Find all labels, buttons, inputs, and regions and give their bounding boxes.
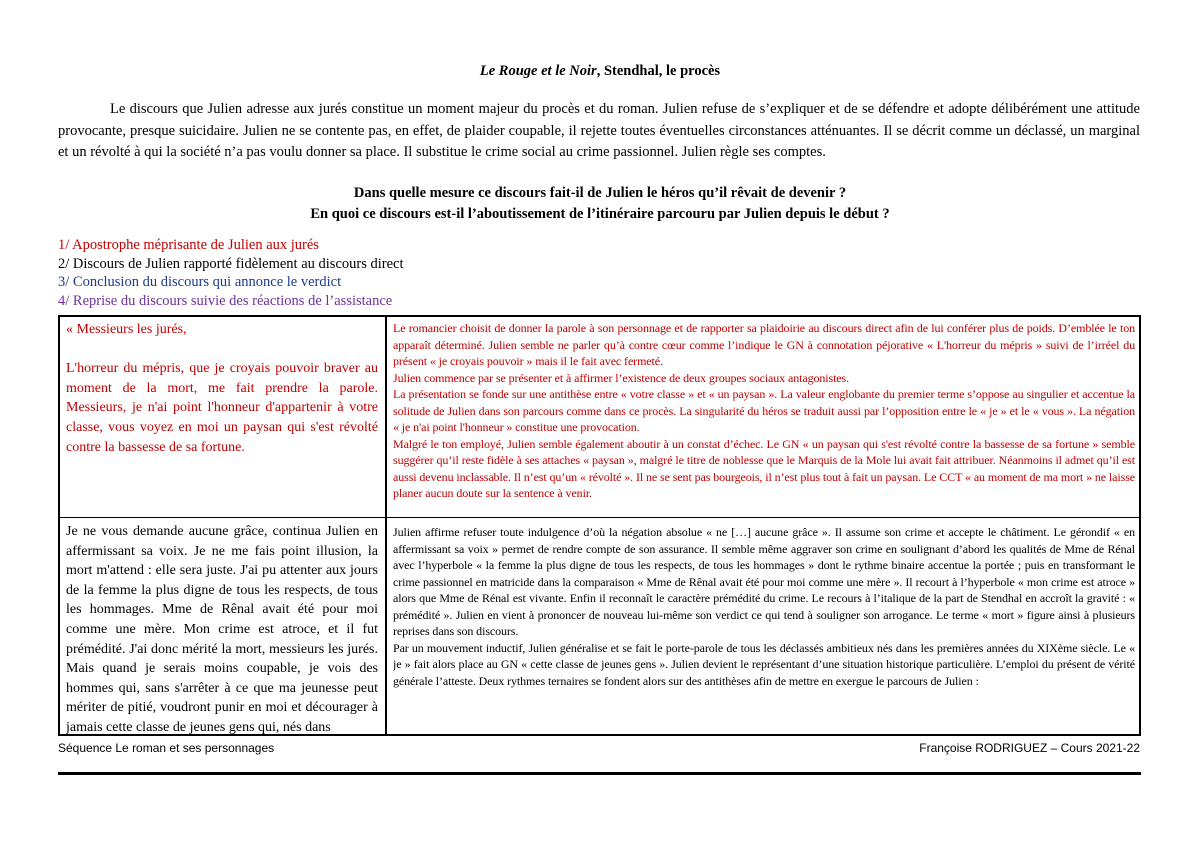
footer-sequence: Séquence Le roman et ses personnages bbox=[58, 741, 275, 755]
excerpt-greeting: « Messieurs les jurés, bbox=[66, 322, 187, 337]
excerpt-paragraph: L'horreur du mépris, que je croyais pouvoir braver au moment de la mort, me fait prendre la parole. Messieurs, je n'ai point l'honneur d'appartenir à votre classe, vous voyez en moi un paysan qui s'est révolté contre la bassesse de sa fortune. bbox=[66, 361, 378, 455]
footer-author: Françoise RODRIGUEZ – Cours 2021-22 bbox=[919, 741, 1140, 755]
plan-item-4: 4/ Reprise du discours suivie des réactions de l’assistance bbox=[58, 293, 393, 309]
blank-line bbox=[66, 340, 378, 360]
excerpt-paragraph: Je ne vous demande aucune grâce, continua Julien en affermissant sa voix. Je ne me fais point illusion, la mort m'attend : elle sera juste. J'ai pu attenter aux jours de la femme la plus digne de tous les respects, de tous les hommages. Mme de Rênal avait été pour moi comme une mère. Mon crime est atroce, et il fut prémédité. J'ai donc mérité la mort, messieurs les jurés. Mais quand je serais moins coupable, je vois des hommes qui, sans s'arrêter à ce que ma jeunesse peut mériter de pitié, voudront punir en moi et décourager à jamais cette classe de jeunes gens qui, nés dans bbox=[66, 524, 378, 735]
commentary-paragraph: Par un mouvement inductif, Julien généralise et se fait le porte-parole de tous les déclassés ambitieux nés dans les premières années du XIXème siècle. Le « je » fait alors place au GN « cette classe de jeunes gens ». Julien devient le représentant d’une situation historique particulière. L’emploi du présent de vérité générale l’atteste. Deux rythmes ternaires se fondent alors sur des antithèses afin de mettre en exergue le parcours de Julien : bbox=[393, 640, 1135, 688]
commentary-paragraph: La présentation se fonde sur une antithèse entre « votre classe » et « un paysan ». La valeur englobante du premier terme s’oppose au singulier et accentue la solitude de Julien dans son parcours comme dans ce procès. La singularité du héros se traduit aussi par l’opposition entre le « je » et le « vous ». La négation « je n'ai point l'honneur » constitue une provocation. bbox=[393, 387, 1135, 434]
text-excerpt-cell-2 bbox=[66, 522, 378, 736]
footer-rule bbox=[58, 772, 1141, 775]
work-title: Le Rouge et le Noir bbox=[479, 63, 597, 79]
commentary-cell-2 bbox=[393, 524, 1135, 736]
commentary-paragraph: Julien commence par se présenter et à affirmer l’existence de deux groupes sociaux antagonistes. bbox=[393, 370, 849, 385]
commentary-paragraph: Malgré le ton employé, Julien semble également aboutir à un constat d’échec. Le GN « un paysan qui s'est révolté contre la bassesse de sa fortune » semble suggérer qu’il reste fidèle à ses attaches « paysan », malgré le titre de noblesse que le Marquis de la Mole lui avait fait attribuer. Néanmoins il admet qu’il est aussi devenu inclassable. Il n’est qu’un « révolté ». Il ne se sent pas bourgeois, il n’est plus tout à fait un paysan. Le CCT « au moment de ma mort » ne laisse planer aucun doute sur la sentence à venir. bbox=[393, 436, 1135, 500]
plan-item-1: 1/ Apostrophe méprisante de Julien aux jurés bbox=[58, 237, 319, 253]
intro-text: Le discours que Julien adresse aux jurés constitue un moment majeur du procès et du roman. Julien refuse de s’expliquer et de se défendre et adopte délibérément une attitude provocante, presque suicidaire. Julien ne se contente pas, en effet, de plaider coupable, il rejette toutes éventuelles circonstances atténuantes. Il se décrit comme un déclassé, un marginal et un révolté à qui la société n’a pas voulu donner sa place. Il substitue le crime social au crime passionnel. Julien règle ses comptes. bbox=[58, 101, 1140, 160]
plan-item-3: 3/ Conclusion du discours qui annonce le verdict bbox=[58, 274, 342, 290]
commentary-paragraph: Le romancier choisit de donner la parole à son personnage et de rapporter sa plaidoirie au discours direct afin de lui conférer plus de poids. D’emblée le ton apparaît déterminé. Julien semble ne parler qu’à contre cœur comme l’indique le GN à connotation péjorative « L'horreur du mépris » suivi de l’irréel du présent « je croyais pouvoir » mais il le fait avec fermeté. bbox=[393, 321, 1135, 368]
title-rest: , Stendhal, le procès bbox=[596, 63, 721, 79]
plan-item-2: 2/ Discours de Julien rapporté fidèlement au discours direct bbox=[58, 256, 404, 272]
text-excerpt-cell-1 bbox=[66, 320, 378, 516]
document-title bbox=[0, 63, 1200, 80]
commentary-cell-1 bbox=[393, 320, 1135, 516]
commentary-paragraph: Julien affirme refuser toute indulgence d’où la négation absolue « ne […] aucune grâce ». Il assume son crime et accepte le châtiment. Le gérondif « en affermissant sa voix » permet de rendre compte de son assurance. Il semble même aggraver son crime en soulignant d’abord les qualités de Mme de Rénal avec l’hyperbole « la femme la plus digne de tous les respects, de tous les hommages » dont le rythme binaire accentue la portée ; puis en transformant le crime passionnel en matricide dans la comparaison « Mme de Rênal avait été pour moi comme une mère ». Il recourt à l’hyperbole « mon crime est atroce » alors que Mme de Rénal est vivante. Enfin il reconnaît le caractère prémédité du crime. Le recours à l’italique de la part de Stendhal en accroît la gravité : « prémédité ». Julien en vient à prononcer de nouveau lui-même son verdict ce qui tend à souligner son arrogance. Le terme « mort » figure ainsi à plusieurs reprises dans son discours. bbox=[393, 525, 1135, 638]
problem-question-2: En quoi ce discours est-il l’aboutissement de l’itinéraire parcouru par Julien depuis le début ? bbox=[310, 206, 890, 222]
analysis-table bbox=[58, 315, 1141, 736]
row-divider bbox=[60, 517, 1139, 518]
column-divider bbox=[385, 317, 387, 734]
problem-question-1: Dans quelle mesure ce discours fait-il de Julien le héros qu’il rêvait de devenir ? bbox=[353, 185, 847, 201]
intro-paragraph bbox=[58, 99, 1140, 164]
